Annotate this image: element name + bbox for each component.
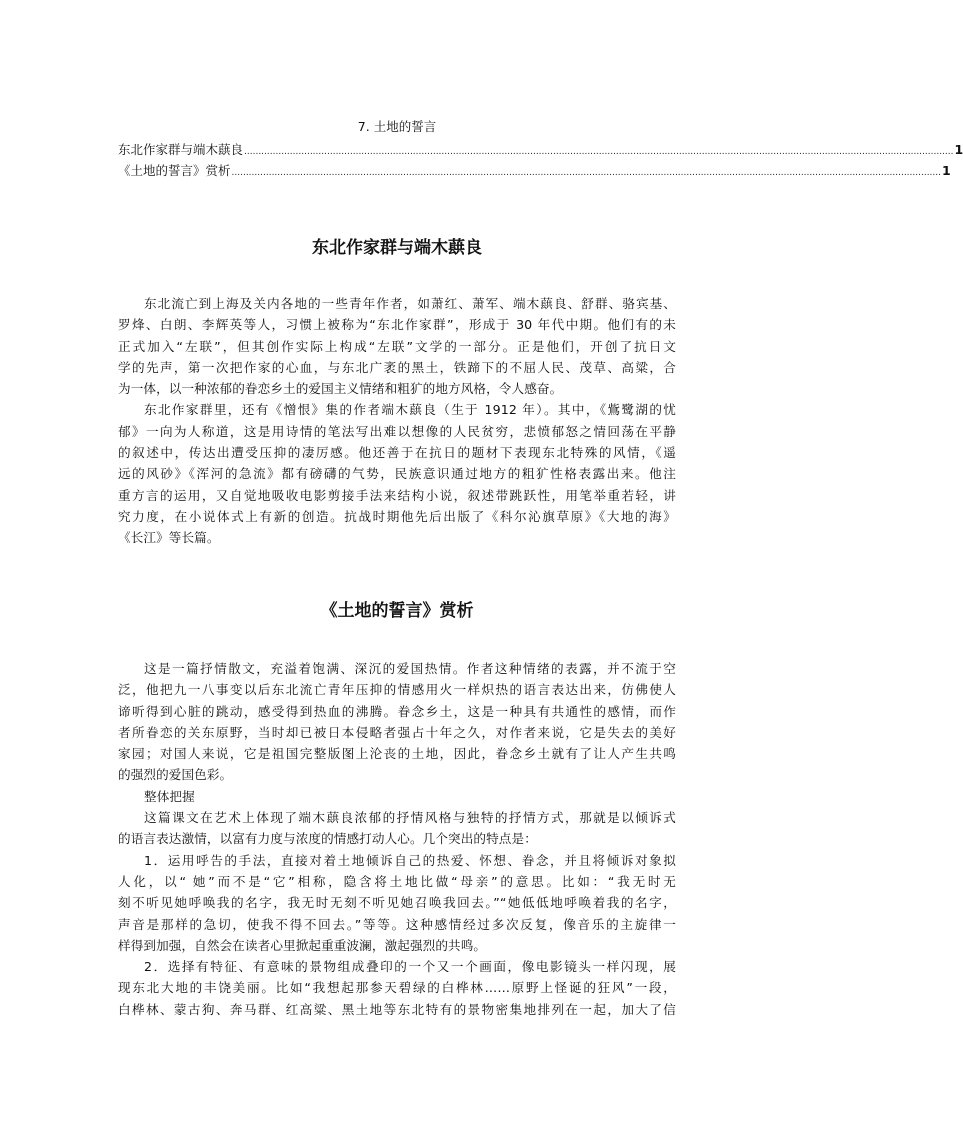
text-line: 样得到加强，自然会在读者心里掀起重重波澜，激起强烈的共鸣。 <box>118 937 487 953</box>
text-line: 人化，以“ 她”而不是“它”相称，隐含将土地比做“母亲”的意思。比如：“我无时无 <box>118 873 676 889</box>
text-line: 学的先声，第一次把作家的心血，与东北广袤的黑土，铁蹄下的不屈人民、茂草、高粱，合 <box>118 359 676 375</box>
toc-entry-page: 1 <box>942 163 951 178</box>
toc-entry-label: 东北作家群与端木蕻良 <box>118 142 244 157</box>
text-line: 罗烽、白朗、李辉英等人，习惯上被称为“东北作家群”，形成于 30 年代中期。他们有的未 <box>118 317 676 333</box>
text-line: 者所眷恋的关东原野，当时却已被日本侵略者强占十年之久，对作者来说，它是失去的美好 <box>118 724 676 740</box>
text-line: 重方言的运用，又自觉地吸收电影剪接手法来结构小说，叙述带跳跃性，用笔举重若轻，讲 <box>118 487 676 503</box>
paragraph <box>118 658 676 1020</box>
text-line: 1．运用呼告的手法，直接对着土地倾诉自己的热爱、怀想、眷念，并且将倾诉对象拟 <box>144 852 676 868</box>
text-line: 泛，他把九一八事变以后东北流亡青年压抑的情感用火一样炽热的语言表达出来，仿佛使人 <box>118 682 676 698</box>
section-title: 东北作家群与端木蕻良 <box>312 238 482 258</box>
text-line: 远的风砂》《浑河的急流》都有磅礴的气势，民族意识通过地方的粗犷性格表露出来。他注 <box>118 466 676 482</box>
paragraph <box>118 293 676 549</box>
text-line: 谛听得到心脏的跳动，感受得到热血的沸腾。眷念乡土，这是一种具有共通性的感情，而作 <box>118 703 676 719</box>
text-line: 的叙述中，传达出遭受压抑的凄厉感。他还善于在抗日的题材下表现东北特殊的风情，《遥 <box>118 445 676 461</box>
text-line: 东北流亡到上海及关内各地的一些青年作者，如萧红、萧军、端木蕻良、舒群、骆宾基、 <box>144 296 676 311</box>
text-line: 现东北大地的丰饶美丽。比如“我想起那参天碧绿的白桦林……原野上怪诞的狂风”一段， <box>118 980 676 996</box>
text-line: 这篇课文在艺术上体现了端木蕻良浓郁的抒情风格与独特的抒情方式，那就是以倾诉式 <box>144 810 676 826</box>
toc-heading: 7. 土地的誓言 <box>357 119 437 134</box>
text-line: 究力度，在小说体式上有新的创造。抗战时期他先后出版了《科尔沁旗草原》《大地的海》 <box>118 508 676 524</box>
subheading: 整体把握 <box>144 788 195 804</box>
toc-entry-page: 1 <box>954 142 963 157</box>
text-line: 东北作家群里，还有《憎恨》集的作者端木蕻良（生于 1912 年）。其中，《鴜鹭湖的忧 <box>144 402 676 418</box>
text-line: 《长江》等长篇。 <box>118 530 220 546</box>
text-line: 正式加入“左联”，但其创作实际上构成“左联”文学的一部分。正是他们，开创了抗日文 <box>118 338 676 354</box>
text-line: 的语言表达激情，以富有力度与浓度的情感打动人心。几个突出的特点是： <box>118 831 537 847</box>
toc-entry[interactable] <box>118 141 963 161</box>
toc-entry[interactable] <box>118 162 951 182</box>
text-line: 声音是那样的急切，使我不得不回去。”等等。这种感情经过多次反复，像音乐的主旋律一 <box>118 916 676 932</box>
text-line: 刻不听见她呼唤我的名字，我无时无刻不听见她召唤我回去。”“她低低地呼唤着我的名字， <box>118 895 676 911</box>
toc-leader-dots: ........................................................................................................................................................................................................................................................ <box>231 168 942 178</box>
toc-leader-dots: ........................................................................................................................................................................................................................................................ <box>244 147 954 157</box>
text-line: 白桦林、蒙古狗、奔马群、红高粱、黑土地等东北特有的景物密集地排列在一起，加大了信 <box>118 1001 676 1017</box>
section-title: 《土地的誓言》赏析 <box>320 601 474 621</box>
text-line: 的强烈的爱国色彩。 <box>118 767 233 783</box>
text-line: 这是一篇抒情散文，充溢着饱满、深沉的爱国热情。作者这种情绪的表露，并不流于空 <box>144 661 676 676</box>
toc-entry-label: 《土地的誓言》赏析 <box>118 163 231 178</box>
text-line: 郁》一向为人称道，这是用诗情的笔法写出难以想像的人民贫穷，悲愤郁怒之情回荡在平静 <box>118 423 676 439</box>
text-line: 2．选择有特征、有意味的景物组成叠印的一个又一个画面，像电影镜头一样闪现，展 <box>144 959 676 975</box>
text-line: 家园；对国人来说，它是祖国完整版图上沦丧的土地，因此，眷念乡土就有了让人产生共鸣 <box>118 746 676 762</box>
text-line: 为一体，以一种浓郁的眷恋乡土的爱国主义情绪和粗犷的地方风格，令人感奋。 <box>118 381 563 397</box>
